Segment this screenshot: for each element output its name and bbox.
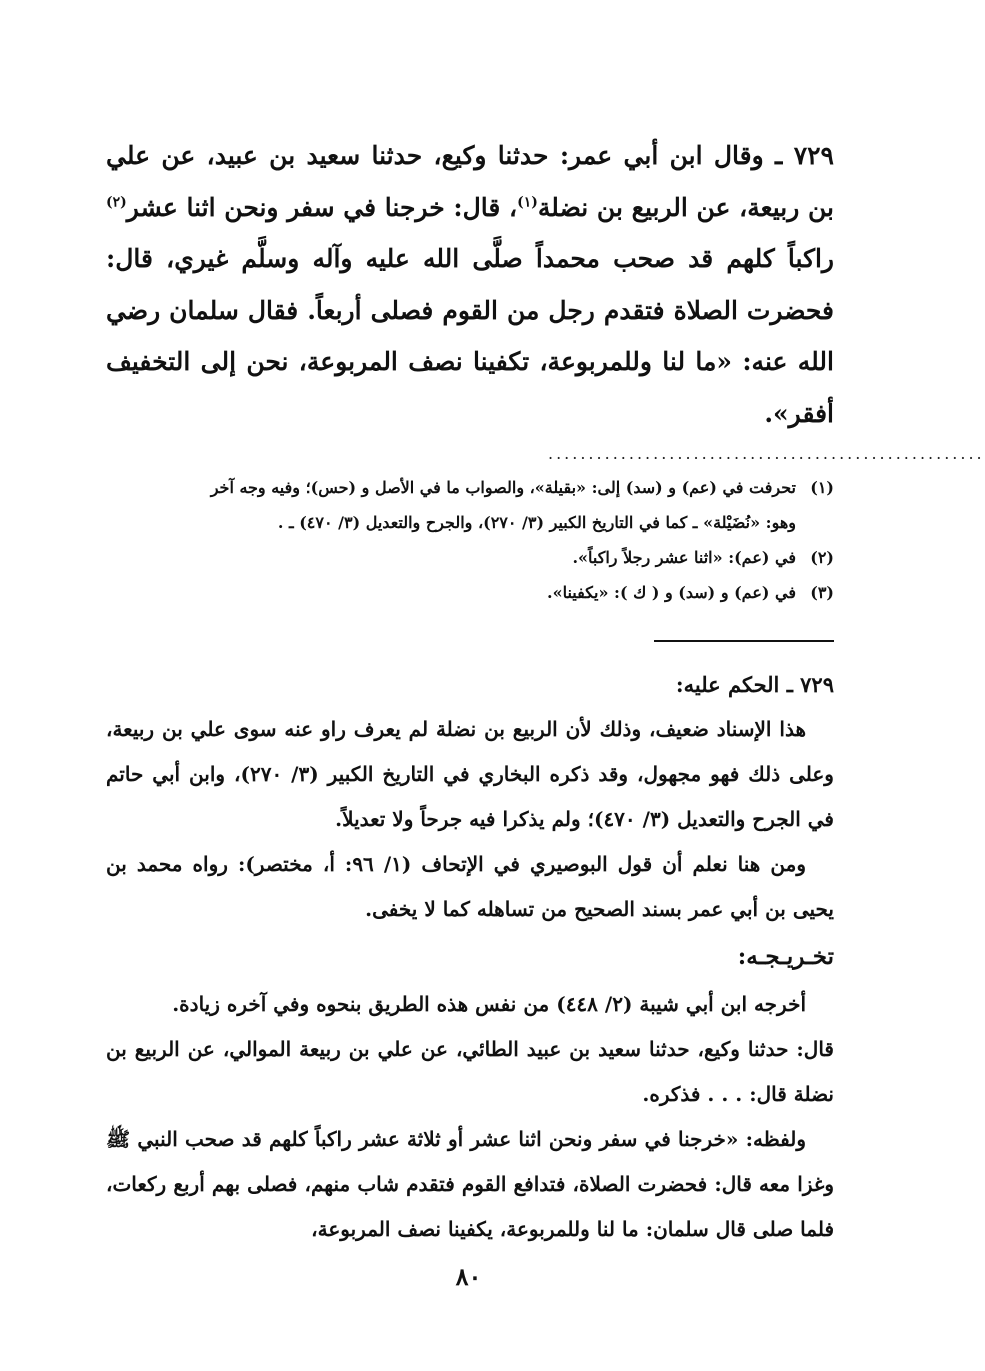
ruling-heading: ٧٢٩ ـ الحكم عليه: [675,672,834,697]
footnote-marker-1: (١) [517,194,538,211]
hadith-paragraph [106,130,834,439]
page-number: ٨٠ [455,1262,482,1291]
footnote-text: وهو: «نُضَيْلة» ـ كما في التاريخ الكبير (٣/ ٢٧٠)، والجرح والتعديل (٣/ ٤٧٠) ـ . [277,513,796,532]
footnote-number: (٢) [810,548,834,567]
footnote-3 [106,575,834,610]
commentary [106,662,834,1252]
ruling-paragraph-2: ومن هنا نعلم أن قول البوصيري في الإتحاف (١/ ٩٦: أ، مختصر): رواه محمد بن يحيى بن أبي عمر بسند الصحيح من تساهله كما لا يخفى. [106,852,834,921]
hadith-text-part-2: ، قال: خرجنا في سفر ونحن اثنا عشر [126,192,518,222]
ruling-paragraph-1: هذا الإسناد ضعيف، وذلك لأن الربيع بن نضلة لم يعرف راو عنه سوى علي بن ربيعة، وعلى ذلك فهو مجهول، وقد ذكره البخاري في التاريخ الكبير (٣/ ٢٧٠)، وابن أبي حاتم في الجرح والتعديل (٣/ ٤٧٠)؛ ولم يذكرا فيه جرحاً ولا تعديلاً. [106,717,834,831]
takhrij-heading: تخـريـجـه: [737,943,834,970]
footnote-text: تحرفت في (عم) و (سد) إلى: «بقيلة»، والصواب ما في الأصل و (حس)؛ وفيه وجه آخر [210,478,796,497]
footnote-2 [106,540,834,575]
takhrij-paragraph-1: أخرجه ابن أبي شيبة (٢/ ٤٤٨) من نفس هذه الطريق بنحوه وفي آخره زيادة. [172,992,806,1016]
footnote-number: (١) [810,478,834,497]
hadith-text [106,130,834,439]
footnote-separator: ...................................................... [548,444,985,463]
hadith-text-part-1: ٧٢٩ ـ وقال ابن أبي عمر: حدثنا وكيع، حدثنا سعيد بن عبيد، عن علي بن ربيعة، عن الربيع بن نضلة [106,141,834,222]
hadith-text-part-3: راكباً كلهم قد صحب محمداً صلَّى الله عليه وآله وسلَّم غيري، قال: فحضرت الصلاة فتقدم رجل من القوم فصلى أربعاً. فقال سلمان رضي الله عنه: «ما لنا وللمربوعة، تكفينا نصف المربوعة، نحن إلى التخفيف أفقر». [106,244,835,428]
footnote-text: في (عم): «اثنا عشر رجلاً راكباً». [572,548,796,567]
footnote-marker-2: (٢) [106,194,127,211]
footnote-number: (٣) [810,583,834,602]
takhrij-paragraph-2: قال: حدثنا وكيع، حدثنا سعيد بن عبيد الطائي، عن علي بن ربيعة الموالي، عن الربيع بن نضلة قال: . . . فذكره. [106,1037,834,1106]
footnote-1-continuation [106,505,834,540]
footnotes [106,470,834,610]
footnote-1 [106,470,834,505]
section-divider [654,640,834,642]
takhrij-paragraph-3: ولفظه: «خرجنا في سفر ونحن اثنا عشر أو ثلاثة عشر راكباً كلهم قد صحب النبي ﷺ وغزا معه قال: فحضرت الصلاة، فتدافع القوم فتقدم شاب منهم، فصلى بهم أربع ركعات، فلما صلى قال سلمان: ما لنا وللمربوعة، يكفينا نصف المربوعة، [106,1127,834,1241]
footnote-text: في (عم) و (سد) و ( ك ): «يكفينا». [547,583,796,602]
